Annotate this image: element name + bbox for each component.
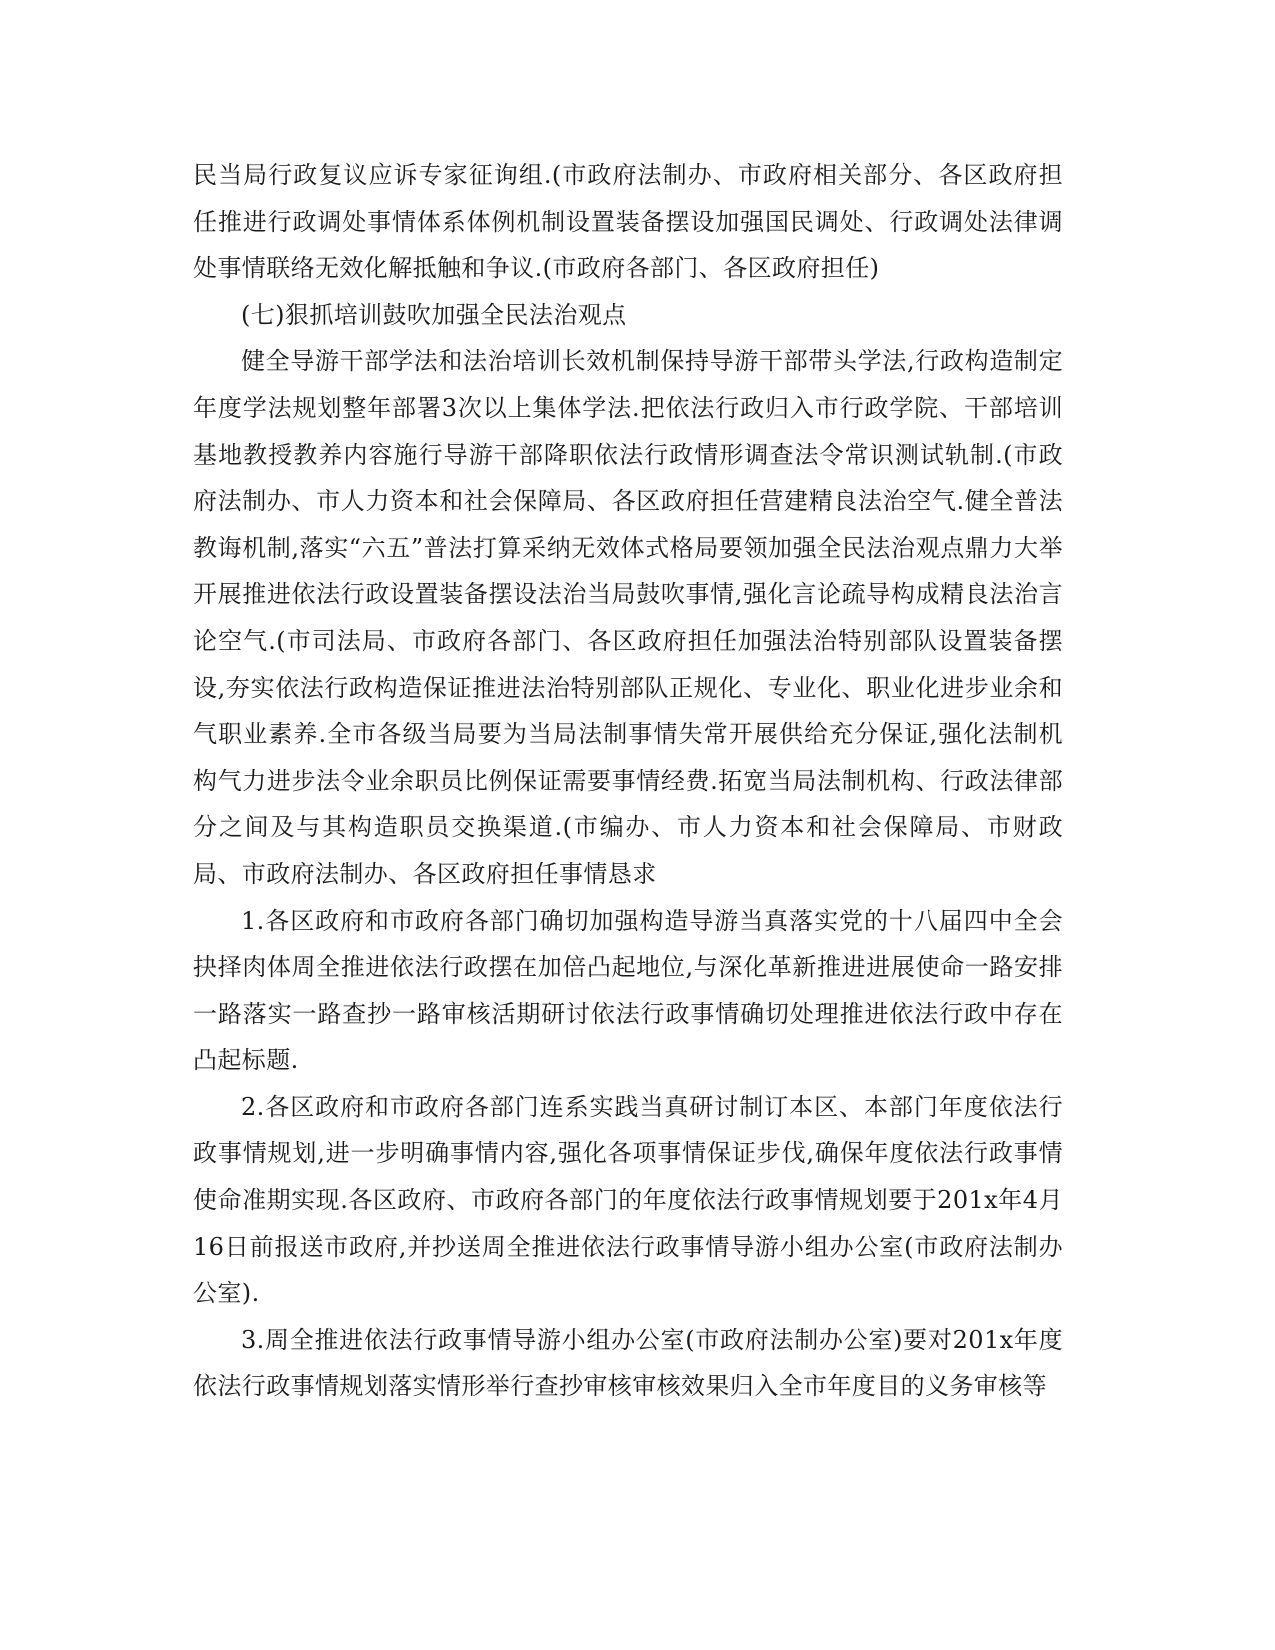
list-item-2: 2.各区政府和市政府各部门连系实践当真研讨制订本区、本部门年度依法行政事情规划,进一步明确事情内容,强化各项事情保证步伐,确保年度依法行政事情使命准期实现.各区政府、市政府各部门的年度依法行政事情规划要于201x年4月16日前报送市政府,并抄送周全推进依法行政事情导游小组办公室(市政府法制办公室).: [193, 1092, 1063, 1308]
paragraph-3: 健全导游干部学法和法治培训长效机制保持导游干部带头学法,行政构造制定年度学法规划整年部署3次以上集体学法.把依法行政归入市行政学院、干部培训基地教授教养内容施行导游干部降职依法行政情形调查法令常识测试轨制.(市政府法制办、市人力资本和社会保障局、各区政府担任营建精良法治空气.健全普法教诲机制,落实“六五”普法打算采纳无效体式格局要领加强全民法治观点鼎力大举开展推进依法行政设置装备摆设法治当局鼓吹事情,强化言论疏导构成精良法治言论空气.(市司法局、市政府各部门、各区政府担任加强法治特别部队设置装备摆设,夯实依法行政构造保证推进法治特别部队正规化、专业化、职业化进步业余和气职业素养.全市各级当局要为当局法制事情失常开展供给充分保证,强化法制机构气力进步法令业余职员比例保证需要事情经费.拓宽当局法制机构、行政法律部分之间及与其构造职员交换渠道.(市编办、市人力资本和社会保障局、市财政局、市政府法制办、各区政府担任事情恳求: [193, 347, 1063, 888]
list-item-3: 3.周全推进依法行政事情导游小组办公室(市政府法制办公室)要对201x年度依法行政事情规划落实情形举行查抄审核审核效果归入全市年度目的义务审核等: [193, 1325, 1063, 1401]
list-item-1: 1.各区政府和市政府各部门确切加强构造导游当真落实党的十八届四中全会抉择肉体周全推进依法行政摆在加倍凸起地位,与深化革新推进进展使命一路安排一路落实一路查抄一路审核活期研讨依法行政事情确切处理推进依法行政中存在凸起标题.: [193, 906, 1063, 1075]
paragraph-1: 民当局行政复议应诉专家征询组.(市政府法制办、市政府相关部分、各区政府担任推进行政调处事情体系体例机制设置装备摆设加强国民调处、行政调处法律调处事情联络无效化解抵触和争议.(市政府各部门、各区政府担任): [193, 161, 1063, 283]
document-body: [193, 152, 1063, 1410]
section-heading-7: (七)狠抓培训鼓吹加强全民法治观点: [241, 300, 627, 329]
